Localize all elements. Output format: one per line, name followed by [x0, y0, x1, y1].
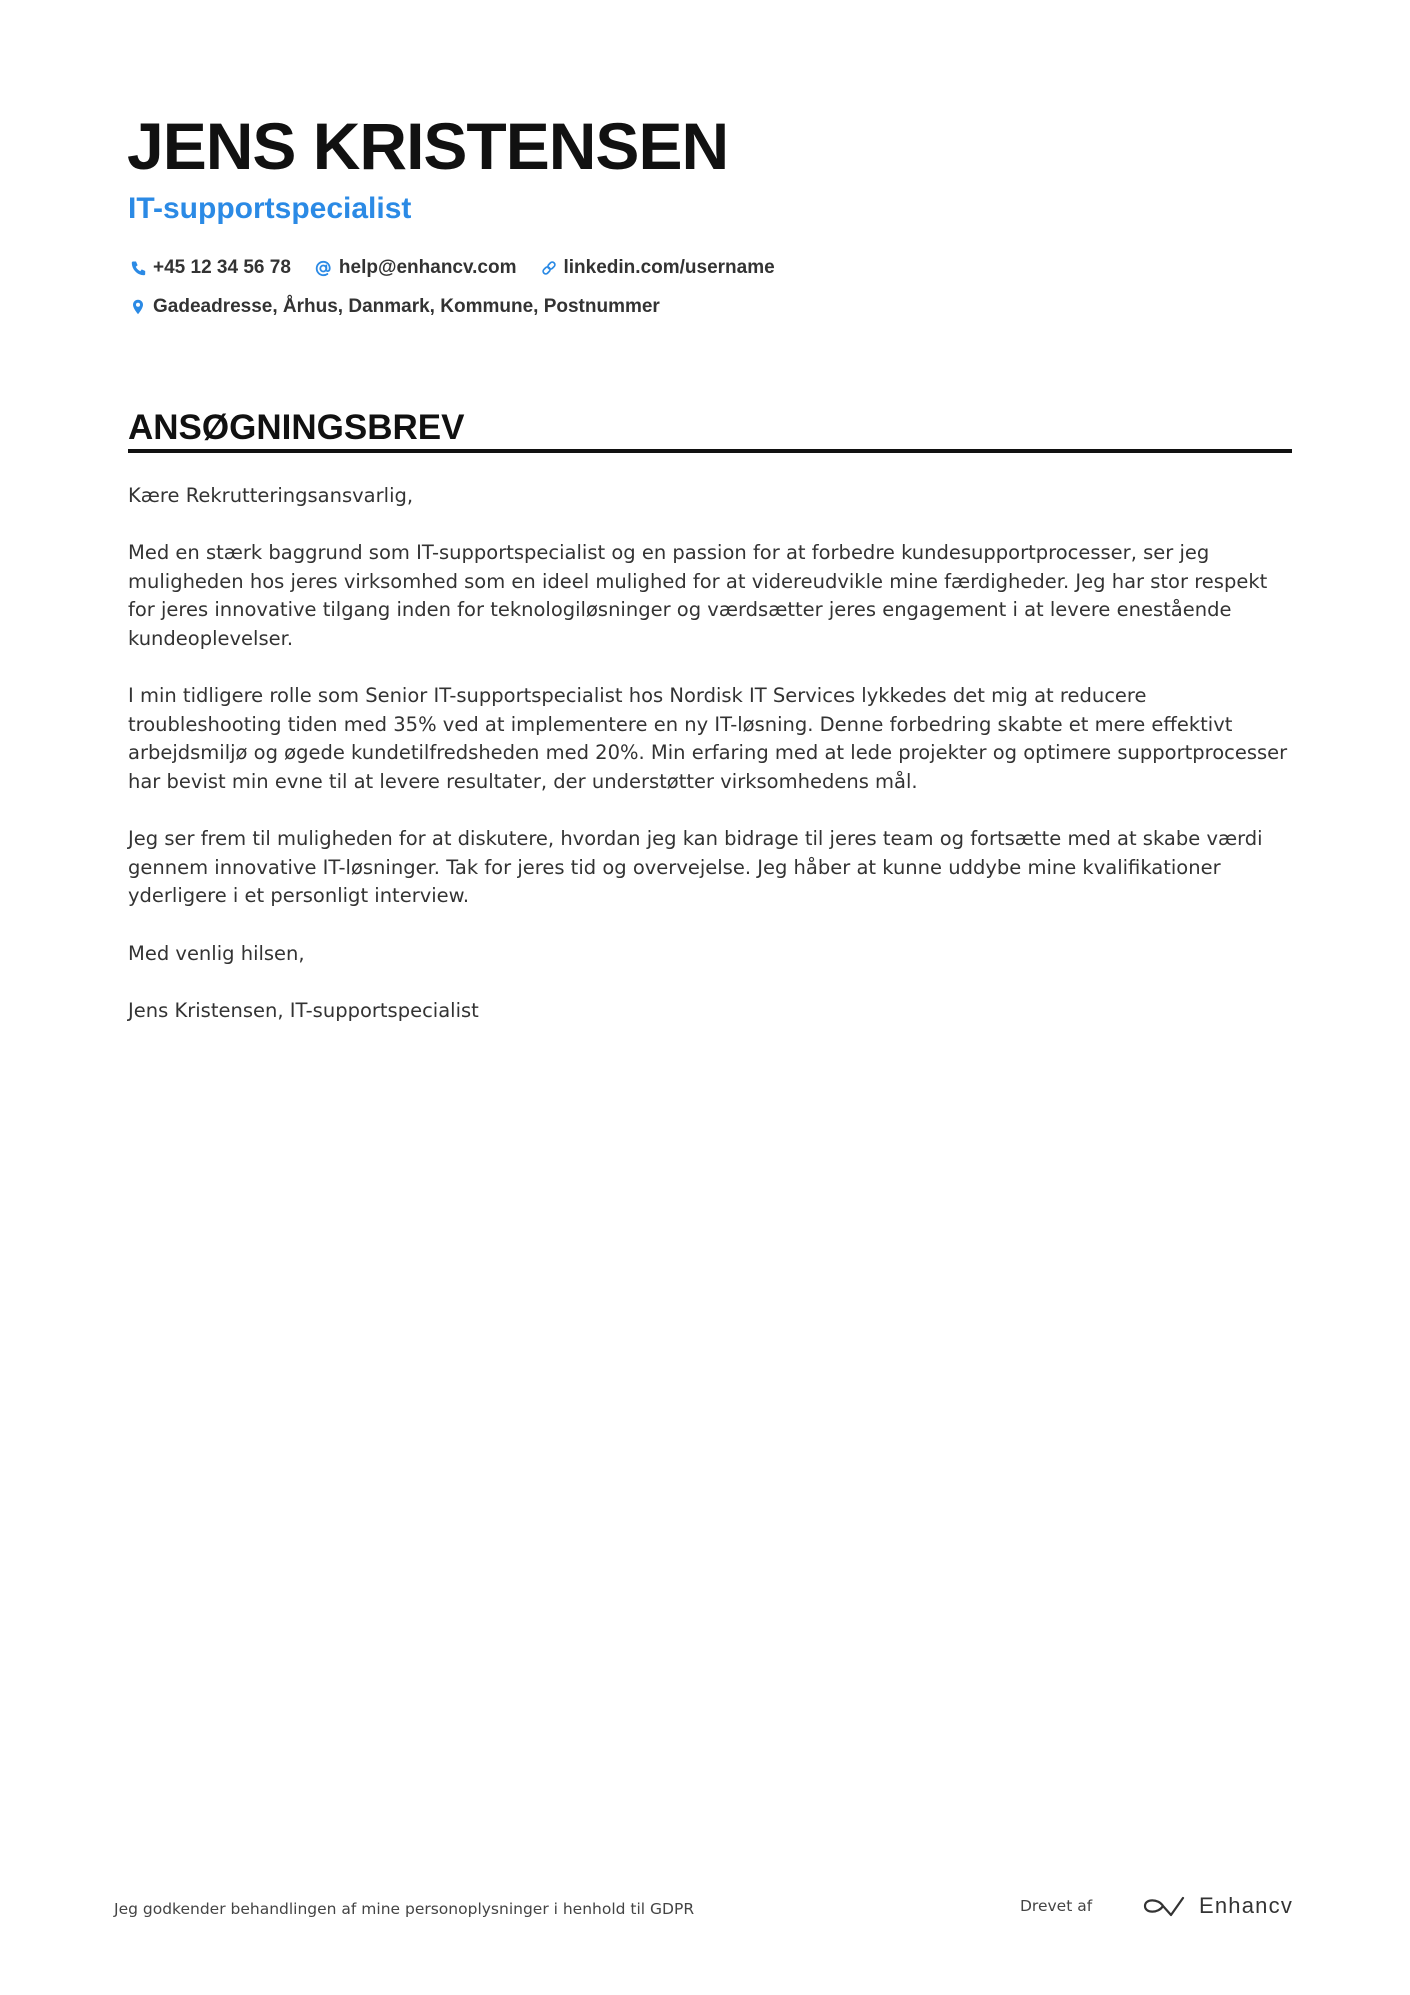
applicant-name: JENS KRISTENSEN — [127, 109, 729, 183]
contact-location — [130, 296, 660, 318]
section-divider — [128, 449, 1292, 453]
phone-icon — [130, 259, 146, 277]
email-link[interactable]: help@enhancv.com — [338, 257, 517, 278]
contact-phone — [130, 257, 291, 279]
letter-signature: Jens Kristensen, IT-supportspecialist — [128, 998, 479, 1022]
letter-greeting: Kære Rekrutteringsansvarlig, — [128, 484, 414, 507]
brand-name: Enhancv — [1199, 1893, 1294, 1918]
powered-by-label: Drevet af — [1020, 1897, 1093, 1915]
job-title: IT-supportspecialist — [128, 192, 412, 225]
letter-paragraph: Med en stærk baggrund som IT-supportspecialist og en passion for at forbedre kundesupportprocesser, ser jeg muligheden hos jeres virksomhed som en ideel mulighed for at videreudvikle mine færdigheder. Jeg har stor respekt for jeres innovative tilgang inden for teknologiløsninger og værdsætter jeres engagement i at levere enestående kundeoplevelser. — [128, 541, 1268, 650]
letter-paragraph: Jeg ser frem til muligheden for at diskutere, hvordan jeg kan bidrage til jeres team og fortsætte med at skabe værdi gennem innovative IT-løsninger. Tak for jeres tid og overvejelse. Jeg håber at kunne uddybe mine kvalifikationer yderligere i et personligt interview. — [128, 827, 1263, 908]
address-row — [130, 295, 684, 319]
location-pin-icon — [130, 298, 146, 316]
contact-row — [130, 256, 799, 280]
contact-email[interactable] — [315, 257, 517, 279]
section-heading: ANSØGNINGSBREV — [128, 408, 465, 447]
letter-paragraph: I min tidligere rolle som Senior IT-supportspecialist hos Nordisk IT Services lykkedes det mig at reducere troubleshooting tiden med 35% ved at implementere en ny IT-løsning. Denne forbedring skabte et mere effektivt arbejdsmiljø og øgede kundetilfredsheden med 20%. Min erfaring med at lede projekter og optimere supportprocesser har bevist min evne til at levere resultater, der understøtter virksomhedens mål. — [128, 684, 1288, 793]
letter-closing: Med venlig hilsen, — [128, 941, 305, 965]
linkedin-link[interactable]: linkedin.com/username — [563, 257, 775, 278]
at-icon — [315, 259, 332, 277]
contact-linkedin[interactable] — [541, 257, 775, 279]
phone-number: +45 12 34 56 78 — [153, 257, 291, 278]
enhancv-logo-icon — [1141, 1894, 1187, 1918]
gdpr-consent-text: Jeg godkender behandlingen af mine personoplysninger i henhold til GDPR — [114, 1900, 695, 1918]
address-text: Gadeadresse, Århus, Danmark, Kommune, Postnummer — [153, 296, 660, 317]
letter-body — [128, 482, 1292, 1054]
enhancv-logo[interactable] — [1141, 1893, 1293, 1919]
link-icon — [541, 259, 557, 277]
